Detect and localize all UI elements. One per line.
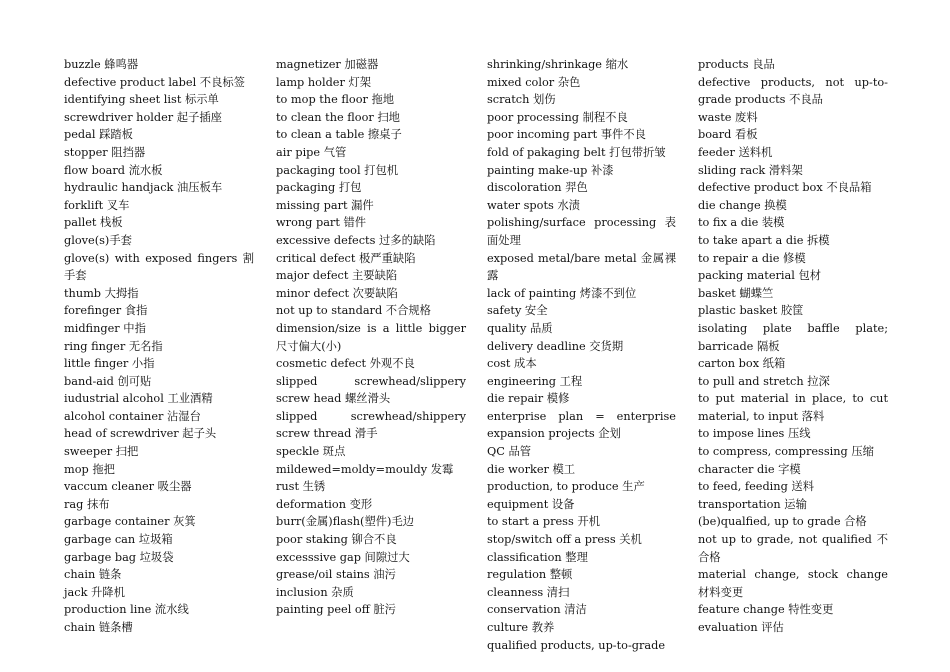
glossary-entry: slipped screwhead/slippery screw head 螺丝滑头 bbox=[276, 374, 466, 406]
glossary-column-4 bbox=[698, 56, 888, 637]
glossary-entry: painting make-up 补漆 bbox=[487, 163, 614, 177]
glossary-entry: defective product label 不良标签 bbox=[64, 75, 245, 89]
glossary-entry: poor incoming part 事件不良 bbox=[487, 128, 646, 142]
glossary-entry: buzzle 蜂鸣器 bbox=[64, 58, 139, 71]
glossary-entry: engineering 工程 bbox=[487, 374, 583, 388]
glossary-entry: isolating plate baffle plate; barricade 隔板 bbox=[698, 321, 888, 353]
glossary-entry: garbage bag 垃圾袋 bbox=[64, 550, 174, 564]
glossary-entry: glove(s)手套 bbox=[64, 233, 132, 247]
glossary-column-1 bbox=[64, 56, 254, 637]
glossary-entry: iudustrial alcohol 工业酒精 bbox=[64, 392, 213, 406]
glossary-entry: not up to standard 不合规格 bbox=[276, 304, 431, 318]
glossary-entry: identifying sheet list 标示单 bbox=[64, 93, 219, 107]
glossary-entry: head of screwdriver 起子头 bbox=[64, 427, 217, 441]
glossary-entry: basket 蝴蝶竺 bbox=[698, 286, 774, 300]
glossary-entry: equipment 设备 bbox=[487, 497, 575, 511]
glossary-entry: garbage container 灰箕 bbox=[64, 515, 196, 529]
glossary-entry: poor processing 制程不良 bbox=[487, 110, 628, 124]
glossary-entry: stopper 阻挡器 bbox=[64, 145, 146, 159]
glossary-entry: to clean the floor 扫地 bbox=[276, 110, 400, 124]
glossary-entry: to start a press 开机 bbox=[487, 515, 600, 529]
glossary-entry: thumb 大拇指 bbox=[64, 286, 139, 300]
glossary-entry: polishing/surface processing 表面处理 bbox=[487, 216, 676, 247]
glossary-entry: waste 废料 bbox=[698, 110, 758, 124]
glossary-column-2 bbox=[276, 56, 466, 619]
glossary-entry: lack of painting 烤漆不到位 bbox=[487, 286, 637, 300]
glossary-entry: critical defect 极严重缺陷 bbox=[276, 251, 416, 265]
glossary-entry: ring finger 无名指 bbox=[64, 339, 163, 353]
glossary-entry: regulation 整顿 bbox=[487, 568, 573, 582]
glossary-entry: midfinger 中指 bbox=[64, 321, 146, 335]
glossary-entry: transportation 运输 bbox=[698, 497, 807, 511]
glossary-entry: water spots 水渍 bbox=[487, 198, 580, 212]
glossary-entry: to pull and stretch 拉深 bbox=[698, 374, 830, 388]
glossary-column-3 bbox=[487, 56, 676, 654]
glossary-entry: production line 流水线 bbox=[64, 603, 189, 617]
glossary-entry: to compress, compressing 压缩 bbox=[698, 445, 874, 459]
glossary-entry: flow board 流水板 bbox=[64, 163, 163, 177]
glossary-entry: to take apart a die 拆模 bbox=[698, 233, 830, 247]
glossary-entry: shrinking/shrinkage 缩水 bbox=[487, 58, 629, 71]
glossary-entry: mildewed=moldy=mouldy 发霉 bbox=[276, 462, 454, 476]
glossary-entry: painting peel off 脏污 bbox=[276, 603, 396, 617]
glossary-entry: (be)qualfied, up to grade 合格 bbox=[698, 515, 867, 529]
glossary-entry: exposed metal/bare metal 金属裸露 bbox=[487, 251, 676, 283]
glossary-entry: feeder 送料机 bbox=[698, 145, 773, 159]
glossary-entry: production, to produce 生产 bbox=[487, 480, 645, 494]
glossary-entry: wrong part 错件 bbox=[276, 216, 367, 230]
glossary-entry: safety 安全 bbox=[487, 304, 548, 318]
glossary-entry: to put material in place, to cut material, to input 落料 bbox=[698, 392, 888, 423]
glossary-entry: major defect 主要缺陷 bbox=[276, 269, 398, 283]
glossary-entry: to clean a table 擦桌子 bbox=[276, 128, 402, 142]
glossary-entry: speckle 斑点 bbox=[276, 445, 346, 459]
glossary-entry: air pipe 气管 bbox=[276, 145, 347, 159]
glossary-entry: dimension/size is a little bigger 尺寸偏大(小) bbox=[276, 321, 466, 353]
glossary-entry: stop/switch off a press 关机 bbox=[487, 533, 642, 547]
glossary-entry: to feed, feeding 送料 bbox=[698, 480, 814, 494]
glossary-entry: grease/oil stains 油污 bbox=[276, 568, 396, 582]
glossary-entry: quality 品质 bbox=[487, 321, 553, 335]
glossary-entry: forklift 叉车 bbox=[64, 198, 130, 212]
glossary-entry: carton box 纸箱 bbox=[698, 357, 786, 371]
glossary-entry: culture 教养 bbox=[487, 621, 555, 634]
glossary-entry: products 良品 bbox=[698, 58, 775, 71]
glossary-entry: delivery deadline 交货期 bbox=[487, 339, 624, 353]
glossary-entry: not up to grade, not qualified 不合格 bbox=[698, 533, 888, 564]
glossary-entry: to fix a die 装模 bbox=[698, 216, 785, 230]
glossary-entry: cleanness 清扫 bbox=[487, 585, 570, 599]
glossary-entry: pedal 踩踏板 bbox=[64, 128, 133, 142]
glossary-entry: material change, stock change 材料变更 bbox=[698, 568, 888, 599]
glossary-entry: cosmetic defect 外观不良 bbox=[276, 357, 415, 371]
glossary-entry: qualified products, up-to-grade bbox=[487, 638, 666, 652]
glossary-entry: little finger 小指 bbox=[64, 357, 155, 371]
glossary-entry: enterprise plan = enterprise expansion projects 企划 bbox=[487, 409, 676, 441]
glossary-entry: excesssive gap 间隙过大 bbox=[276, 550, 410, 564]
glossary-entry: poor staking 铆合不良 bbox=[276, 533, 397, 547]
glossary-entry: scratch 划伤 bbox=[487, 93, 556, 107]
glossary-entry: to mop the floor 拖地 bbox=[276, 93, 395, 107]
glossary-entry: classification 整理 bbox=[487, 550, 588, 564]
glossary-entry: to impose lines 压线 bbox=[698, 427, 811, 441]
glossary-entry: garbage can 垃圾箱 bbox=[64, 533, 173, 547]
glossary-entry: magnetizer 加磁器 bbox=[276, 58, 379, 71]
glossary-entry: inclusion 杂质 bbox=[276, 585, 354, 599]
glossary-entry: feature change 特性变更 bbox=[698, 603, 834, 617]
glossary-entry: hydraulic handjack 油压板车 bbox=[64, 181, 223, 195]
glossary-entry: glove(s) with exposed fingers 割手套 bbox=[64, 251, 254, 283]
glossary-entry: pallet 栈板 bbox=[64, 216, 123, 230]
glossary-entry: packing material 包材 bbox=[698, 269, 822, 283]
glossary-entry: defective products, not up-to-grade products 不良品 bbox=[698, 75, 888, 107]
glossary-entry: band-aid 创可贴 bbox=[64, 374, 152, 388]
glossary-entry: alcohol container 沾湿台 bbox=[64, 409, 201, 423]
glossary-entry: rust 生锈 bbox=[276, 480, 326, 494]
glossary-entry: slipped screwhead/shippery screw thread 滑手 bbox=[276, 409, 466, 441]
glossary-entry: sweeper 扫把 bbox=[64, 445, 139, 459]
glossary-entry: plastic basket 胶筐 bbox=[698, 304, 804, 318]
glossary-entry: packaging 打包 bbox=[276, 181, 362, 195]
glossary-entry: to repair a die 修模 bbox=[698, 251, 806, 265]
glossary-entry: sliding rack 滑料架 bbox=[698, 163, 803, 177]
glossary-entry: deformation 变形 bbox=[276, 497, 373, 511]
glossary-entry: cost 成本 bbox=[487, 357, 537, 371]
glossary-entry: conservation 清洁 bbox=[487, 603, 587, 617]
glossary-entry: die change 换模 bbox=[698, 198, 787, 212]
glossary-entry: vaccum cleaner 吸尘器 bbox=[64, 480, 192, 494]
glossary-entry: minor defect 次要缺陷 bbox=[276, 286, 398, 300]
glossary-entry: discoloration 羿色 bbox=[487, 181, 588, 195]
glossary-entry: evaluation 评估 bbox=[698, 621, 784, 634]
glossary-entry: excessive defects 过多的缺陷 bbox=[276, 233, 436, 247]
glossary-entry: mixed color 杂色 bbox=[487, 75, 581, 89]
glossary-entry: lamp holder 灯架 bbox=[276, 75, 372, 89]
glossary-entry: fold of pakaging belt 打包带折皱 bbox=[487, 145, 666, 159]
glossary-entry: QC 品管 bbox=[487, 445, 532, 459]
glossary-entry: die repair 模修 bbox=[487, 392, 570, 406]
glossary-entry: defective product box 不良品箱 bbox=[698, 181, 872, 195]
glossary-entry: burr(金属)flash(塑件)毛边 bbox=[276, 515, 415, 529]
glossary-entry: die worker 模工 bbox=[487, 462, 576, 476]
glossary-entry: mop 拖把 bbox=[64, 462, 115, 476]
glossary-entry: chain 链条 bbox=[64, 568, 122, 582]
glossary-entry: chain 链条槽 bbox=[64, 621, 133, 634]
glossary-entry: missing part 漏件 bbox=[276, 198, 374, 212]
glossary-entry: packaging tool 打包机 bbox=[276, 163, 399, 177]
glossary-entry: character die 字模 bbox=[698, 462, 801, 476]
glossary-entry: board 看板 bbox=[698, 128, 758, 142]
glossary-entry: screwdriver holder 起子插座 bbox=[64, 110, 222, 124]
glossary-entry: jack 升降机 bbox=[64, 585, 125, 599]
glossary-entry: forefinger 食指 bbox=[64, 304, 148, 318]
glossary-entry: rag 抹布 bbox=[64, 497, 110, 511]
